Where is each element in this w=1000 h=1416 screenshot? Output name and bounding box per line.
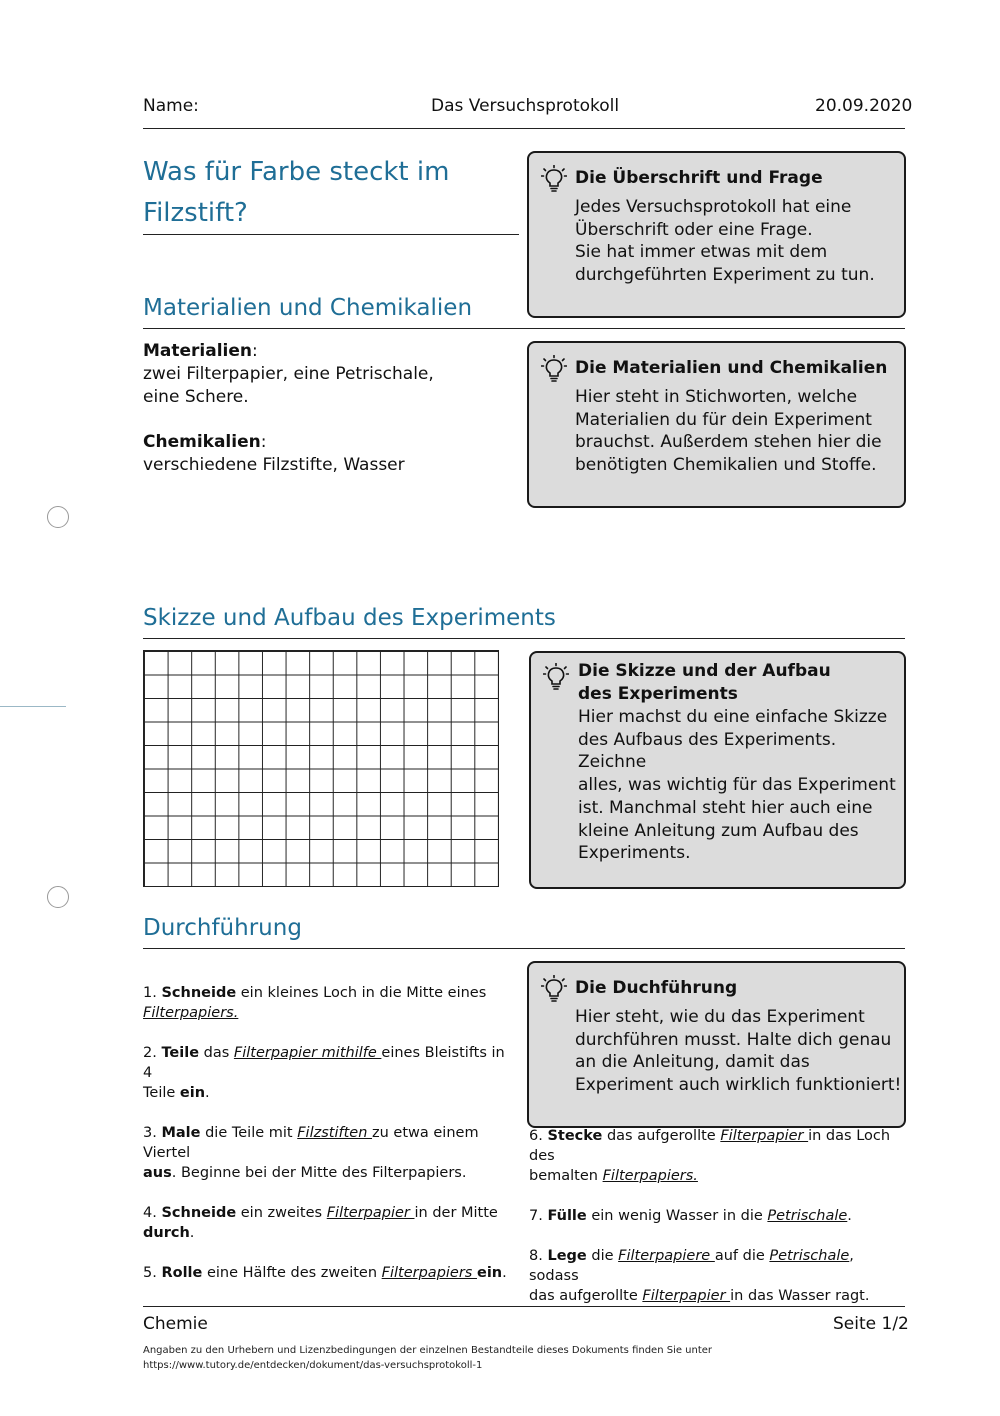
- procedure-steps-right: [529, 1126, 905, 1306]
- punch-hole-marker: [47, 506, 69, 528]
- fold-mark: [0, 706, 66, 707]
- info-box-heading: Die Materialien und Chemikalien: [575, 358, 888, 378]
- lightbulb-icon: [541, 975, 567, 1003]
- list-item: 3. Male die Teile mit Filzstiften zu etwa einem Viertel aus. Beginne bei der Mitte des Filterpapiers.: [143, 1125, 479, 1181]
- info-box-heading: Die Skizze und der Aufbau des Experiments: [578, 661, 831, 704]
- footer-link[interactable]: https://www.tutory.de/entdecken/dokument/das-versuchsprotokoll-1: [143, 1360, 483, 1371]
- sketch-grid[interactable]: [143, 650, 499, 887]
- header-rule: [143, 128, 905, 129]
- footer-subject: Chemie: [143, 1314, 208, 1334]
- sketch-rule: [143, 638, 905, 639]
- info-box-heading: Die Überschrift und Frage: [575, 168, 823, 188]
- list-item: 5. Rolle eine Hälfte des zweiten Filterpapiers ein.: [143, 1265, 507, 1281]
- footer-page-number: Seite 1/2: [833, 1314, 909, 1334]
- info-box-text: Jedes Versuchsprotokoll hat eine Überschrift oder eine Frage. Sie hat immer etwas mit dem durchgeführten Experiment zu tun.: [575, 197, 875, 286]
- page-title: Was für Farbe steckt im Filzstift?: [143, 157, 450, 228]
- list-item: 8. Lege die Filterpapiere auf die Petrischale, sodass das aufgerollte Filterpapier in das Wasser ragt.: [529, 1248, 870, 1304]
- lightbulb-icon: [541, 165, 567, 193]
- info-box-text: Hier machst du eine einfache Skizze des Aufbaus des Experiments. Zeichne alles, was wichtig für das Experiment ist. Manchmal steht hier auch eine kleine Anleitung zum Aufbau des Experiments.: [578, 707, 896, 864]
- lightbulb-icon: [541, 355, 567, 383]
- name-label: Name:: [143, 96, 199, 116]
- sketch-heading: Skizze und Aufbau des Experiments: [143, 605, 556, 631]
- footer-credit: Angaben zu den Urhebern und Lizenzbedingungen der einzelnen Bestandteile dieses Dokuments finden Sie unter https://www.tutory.de/entdecken/dokument/das-versuchsprotokoll-1: [143, 1343, 903, 1373]
- materials-list: Materialien: zwei Filterpapier, eine Petrischale, eine Schere. Chemikalien: verschiedene Filzstifte, Wasser: [143, 341, 434, 475]
- list-item: 2. Teile das Filterpapier mithilfe eines Bleistifts in 4 Teile ein.: [143, 1045, 505, 1101]
- procedure-heading: Durchführung: [143, 915, 302, 941]
- footer-rule: [143, 1306, 905, 1307]
- info-box-procedure: [527, 961, 906, 1128]
- lightbulb-icon: [543, 663, 569, 691]
- list-item: 6. Stecke das aufgerollte Filterpapier in das Loch des bemalten Filterpapiers.: [529, 1128, 891, 1184]
- procedure-steps-left: [143, 983, 515, 1283]
- info-box-materials: [527, 341, 906, 508]
- list-item: 1. Schneide ein kleines Loch in die Mitte eines Filterpapiers.: [143, 985, 487, 1021]
- info-box-heading: Die Duchführung: [575, 978, 738, 998]
- punch-hole-marker: [47, 886, 69, 908]
- materials-heading: Materialien und Chemikalien: [143, 295, 473, 321]
- procedure-rule: [143, 948, 905, 949]
- info-box-text: Hier steht in Stichworten, welche Materialien du für dein Experiment brauchst. Außerdem stehen hier die benötigten Chemikalien und Stoffe.: [575, 387, 882, 476]
- info-box-text: Hier steht, wie du das Experiment durchführen musst. Halte dich genau an die Anleitung, damit das Experiment auch wirklich funktioniert!: [575, 1007, 902, 1096]
- document-title: Das Versuchsprotokoll: [431, 96, 620, 116]
- list-item: 7. Fülle ein wenig Wasser in die Petrischale.: [529, 1208, 852, 1224]
- document-date: 20.09.2020: [815, 96, 913, 116]
- materials-rule: [143, 328, 905, 329]
- list-item: 4. Schneide ein zweites Filterpapier in der Mitte durch.: [143, 1205, 498, 1241]
- info-box-title: [527, 151, 906, 318]
- title-rule: [143, 234, 519, 235]
- info-box-sketch: [529, 651, 906, 889]
